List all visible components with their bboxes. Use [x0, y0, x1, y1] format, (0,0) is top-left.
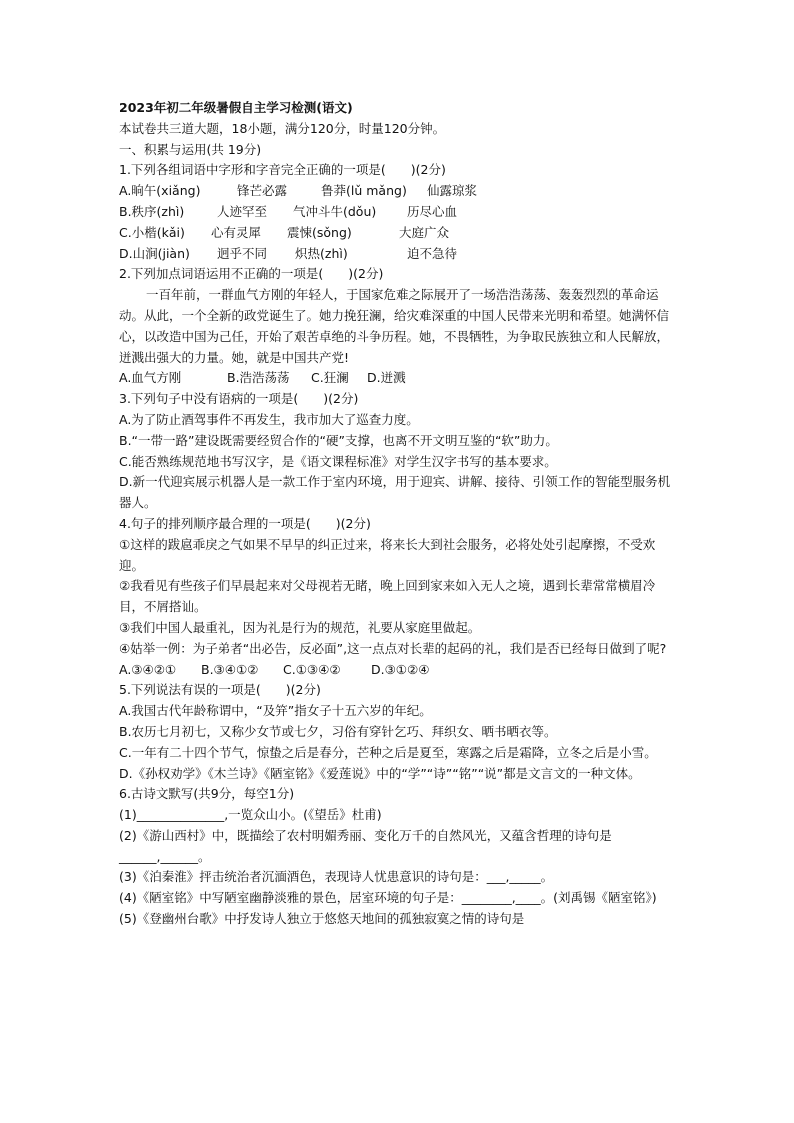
question-2-options	[119, 368, 675, 389]
option-text: 仙露琼浆	[427, 183, 478, 199]
question-1-option-d	[119, 244, 675, 265]
option-text: C.①③④②	[283, 661, 341, 677]
question-6-stem: 6.古诗文默写(共9分，每空1分)	[119, 786, 295, 802]
question-1-option-a	[119, 181, 675, 202]
question-5-option-d: D.《孙权劝学》《木兰诗》《陋室铭》《爱莲说》中的“学”“诗”“铭”“说”都是文言文的一种文体。	[119, 765, 641, 781]
option-text: 鲁莽(lǔ mǎng)	[321, 183, 407, 199]
option-text: 迫不急待	[407, 245, 458, 261]
question-3-option-a: A.为了防止酒驾事件不再发生，我市加大了巡查力度。	[119, 411, 419, 427]
question-5-stem: 5.下列说法有误的一项是( )(2分)	[119, 682, 321, 698]
option-text: 大庭广众	[399, 224, 450, 240]
question-4-options	[119, 660, 675, 681]
option-text: D.③①②④	[371, 661, 430, 677]
option-text: D.山涧(jiàn)	[119, 245, 190, 261]
question-6-item-2: (2)《游山西村》中，既描绘了农村明媚秀丽、变化万千的自然风光，又蕴含哲理的诗句是______,______。	[119, 827, 612, 864]
option-text: A.血气方刚	[119, 370, 182, 386]
option-text: 气冲斗牛(dǒu)	[293, 203, 377, 219]
question-1-option-c	[119, 223, 675, 244]
option-text: 震悚(sǒng)	[287, 224, 352, 240]
question-5-option-a: A.我国古代年龄称谓中，“及笄”指女子十五六岁的年纪。	[119, 703, 432, 719]
exam-page	[119, 98, 675, 930]
question-2-passage: 一百年前，一群血气方刚的年轻人，于国家危难之际展开了一场浩浩荡荡、轰轰烈烈的革命运动。从此，一个全新的政党诞生了。她力挽狂澜，给灾难深重的中国人民带来光明和希望。她满怀信心，以改造中国为己任，开始了艰苦卓绝的斗争历程。她，不畏牺牲，为争取民族独立和人民解放，迸溅出强大的力量。她，就是中国共产党!	[119, 287, 670, 365]
question-6-item-1: (1)______________,一览众山小。(《望岳》杜甫)	[119, 807, 382, 823]
option-text: B.③④①②	[201, 661, 259, 677]
option-text: D.迸溅	[367, 370, 406, 386]
option-text: A.晌午(xiǎng)	[119, 183, 201, 199]
option-text: 锋芒必露	[237, 183, 288, 199]
option-text: 心有灵犀	[211, 224, 262, 240]
option-text: B.秩序(zhì)	[119, 203, 185, 219]
option-text: C.小楷(kǎi)	[119, 224, 185, 240]
question-5-option-b: B.农历七月初七，又称少女节或七夕，习俗有穿针乞巧、拜织女、晒书晒衣等。	[119, 723, 557, 739]
question-1-option-b	[119, 202, 675, 223]
question-5-option-c: C.一年有二十四个节气，惊蛰之后是春分，芒种之后是夏至，寒露之后是霜降，立冬之后是小雪。	[119, 744, 657, 760]
question-6-item-3: (3)《泊秦淮》抨击统治者沉湎酒色，表现诗人忧患意识的诗句是：___,_____。	[119, 869, 554, 885]
question-6-item-5: (5)《登幽州台歌》中抒发诗人独立于悠悠天地间的孤独寂寞之情的诗句是	[119, 911, 525, 927]
question-4-sentence-4: ④姑举一例：为子弟者“出必告，反必面”,这一点点对长辈的起码的礼，我们是否已经每日做到了呢?	[119, 640, 667, 656]
question-1-stem: 1.下列各组词语中字形和字音完全正确的一项是( )(2分)	[119, 162, 446, 178]
question-6-item-4: (4)《陋室铭》中写陋室幽静淡雅的景色，居室环境的句子是：________,____。(刘禹锡《陋室铭》)	[119, 890, 657, 906]
question-2-stem: 2.下列加点词语运用不正确的一项是( )(2分)	[119, 266, 384, 282]
question-3-option-d: D.新一代迎宾展示机器人是一款工作于室内环境，用于迎宾、讲解、接待、引领工作的智能型服务机器人。	[119, 474, 671, 511]
option-text: 历尽心血	[407, 203, 458, 219]
option-text: A.③④②①	[119, 661, 177, 677]
option-text: B.浩浩荡荡	[227, 370, 290, 386]
question-4-stem: 4.句子的排列顺序最合理的一项是( )(2分)	[119, 515, 371, 531]
option-text: 迥乎不同	[217, 245, 268, 261]
section-heading: 一、积累与运用(共 19分)	[119, 141, 262, 157]
exam-note: 本试卷共三道大题，18小题，满分120分，时量120分钟。	[119, 120, 446, 136]
question-3-option-c: C.能否熟练规范地书写汉字，是《语文课程标准》对学生汉字书写的基本要求。	[119, 453, 557, 469]
option-text: 人迹罕至	[217, 203, 268, 219]
option-text: C.狂澜	[311, 370, 349, 386]
question-4-sentence-2: ②我看见有些孩子们早晨起来对父母视若无睹，晚上回到家来如入无人之境，遇到长辈常常横眉冷目，不屑搭讪。	[119, 578, 656, 615]
exam-title: 2023年初二年级暑假自主学习检测(语文)	[119, 100, 353, 115]
option-text: 炽热(zhì)	[295, 245, 348, 261]
question-3-stem: 3.下列句子中没有语病的一项是( )(2分)	[119, 391, 359, 407]
question-3-option-b: B.“一带一路”建设既需要经贸合作的“硬”支撑，也离不开文明互鉴的“软”助力。	[119, 432, 558, 448]
question-4-sentence-1: ①这样的跋扈乖戾之气如果不早早的纠正过来，将来长大到社会服务，必将处处引起摩擦，不受欢迎。	[119, 536, 656, 573]
question-4-sentence-3: ③我们中国人最重礼，因为礼是行为的规范，礼要从家庭里做起。	[119, 619, 481, 635]
